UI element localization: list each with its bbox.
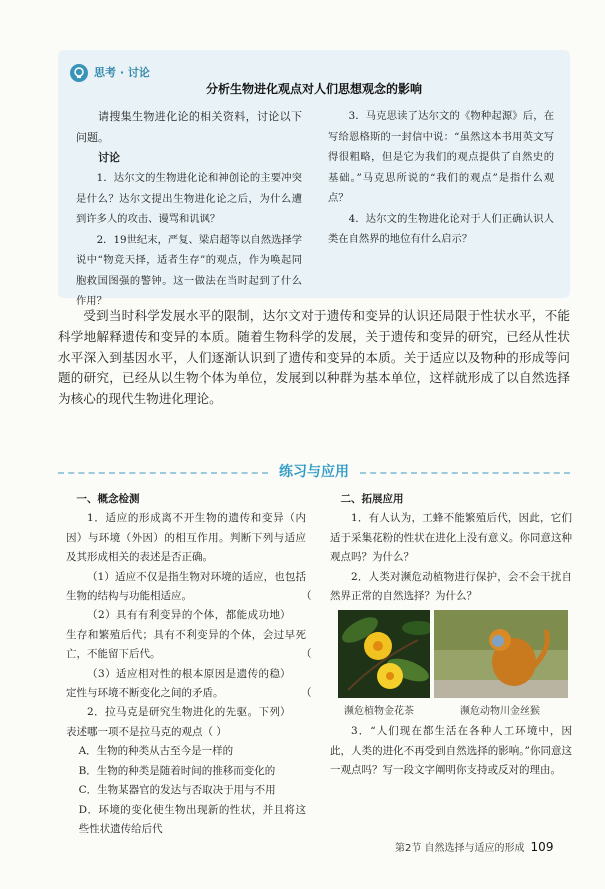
discussion-box	[58, 50, 570, 307]
discussion-label: 思考 · 讨论	[94, 66, 150, 79]
extension-question-2: 2．人类对濒危动植物进行保护，会不会干扰自然界正常的自然选择？为什么？	[330, 570, 572, 603]
discussion-question-3: 3．马克思读了达尔文的《物种起源》后，在写给恩格斯的一封信中说：“虽然这本书用英文写得很粗略，但是它为我们的观点提供了自然史的基础。”马克思所说的“我们的观点”是指什么观点？	[328, 110, 554, 204]
concept-check-heading: 一、概念检测	[76, 493, 140, 505]
body-paragraph: 受到当时科学发展水平的限制，达尔文对于遗传和变异的认识还局限于性状水平，不能科学地解释遗传和变异的本质。随着生物科学的发展，关于遗传和变异的研究，已经从性状水平深入到基因水平，人们逐渐认识到了遗传和变异的本质。关于适应以及物种的形成等问题的研究，已经从以生物个体为单位，发展到以种群为基本单位，这样就形成了以自然选择为核心的现代生物进化理论。	[58, 308, 570, 407]
monkey-caption: 濒危动物川金丝猴	[460, 706, 540, 718]
exercise-left-column	[66, 490, 312, 839]
page-number: 109	[530, 840, 554, 854]
exercise-divider	[58, 460, 570, 486]
page-footer	[395, 839, 553, 854]
main-paragraph	[58, 306, 570, 410]
discussion-subheading: 讨论	[98, 151, 120, 164]
extension-question-3: 3．“人们现在都生活在各种人工环境中，因此，人类的进化不再受到自然选择的影响。”你同意这一观点吗？写一段文字阐明你支持或反对的理由。	[330, 725, 572, 777]
discussion-question-4: 4．达尔文的生物进化论对于人们正确认识人类在自然界的地位有什么启示？	[328, 212, 554, 245]
statement-1	[66, 568, 312, 622]
extension-question-1: 1．有人认为，工蜂不能繁殖后代，因此，它们适于采集花粉的性状在进化上没有意义。你同意这种观点吗？为什么？	[330, 512, 572, 564]
exercise-right-column	[330, 490, 572, 781]
option-b[interactable]: B．生物的种类是随着时间的推移而变化的	[78, 764, 276, 777]
divider-line-left	[58, 472, 268, 476]
golden-monkey-photo	[434, 610, 568, 698]
exercise-title: 练习与应用	[279, 464, 349, 480]
discussion-right-column	[328, 106, 554, 250]
option-c[interactable]: C．生物某器官的发达与否取决于用与不用	[78, 784, 276, 797]
statement-3-text: （3）适应相对性的根本原因是遗传的稳定性与环境不断变化之间的矛盾。	[66, 667, 280, 700]
discussion-question-1: 1．达尔文的生物进化论和神创论的主要冲突是什么？达尔文提出生物进化论之后，为什么遭到许多人的攻击、谩骂和讥讽？	[76, 172, 302, 225]
option-a[interactable]: A．生物的种类从古至今是一样的	[78, 745, 234, 758]
discussion-intro: 请搜集生物进化论的相关资料，讨论以下问题。	[76, 110, 302, 144]
discussion-question-2: 2．19世纪末，严复、梁启超等以自然选择学说中“物竞天择，适者生存”的观点，作为唤起同胞救国图强的警钟。这一做法在当时起到了什么作用？	[76, 233, 302, 307]
photo-row	[330, 610, 572, 722]
discussion-title: 分析生物进化观点对人们思想观念的影响	[205, 82, 422, 96]
answer-paren-2[interactable]: （ ）	[280, 648, 312, 680]
extension-heading: 二、拓展应用	[340, 493, 404, 505]
divider-line-right	[360, 472, 570, 476]
statement-1-text: （1）适应不仅是指生物对环境的适应，也包括生物的结构与功能相适应。	[66, 570, 306, 603]
discussion-left-column	[76, 106, 302, 312]
statement-2-text: （2）具有有利变异的个体，都能成功地生存和繁殖后代；具有不利变异的个体，会过早死亡，不能留下后代。	[66, 609, 306, 661]
answer-paren-1[interactable]: （ ）	[280, 590, 312, 622]
camellia-photo	[338, 610, 430, 698]
concept-question-1: 1．适应的形成离不开生物的遗传和变异（内因）与环境（外因）的相互作用。判断下列与适应及其形成相关的表述是否正确。	[66, 512, 306, 564]
answer-paren-3[interactable]: （ ）	[280, 687, 312, 719]
concept-question-2: 2．拉马克是研究生物进化的先驱。下列表述哪一项不是拉马克的观点（ ）	[66, 706, 280, 738]
statement-2	[66, 606, 312, 680]
camellia-caption: 濒危植物金花茶	[344, 706, 414, 718]
section-title: 第2节 自然选择与适应的形成	[395, 843, 525, 854]
statement-3	[66, 665, 312, 719]
option-d[interactable]: D．环境的变化使生物出现新的性状，并且将这些性状遗传给后代	[78, 803, 306, 835]
